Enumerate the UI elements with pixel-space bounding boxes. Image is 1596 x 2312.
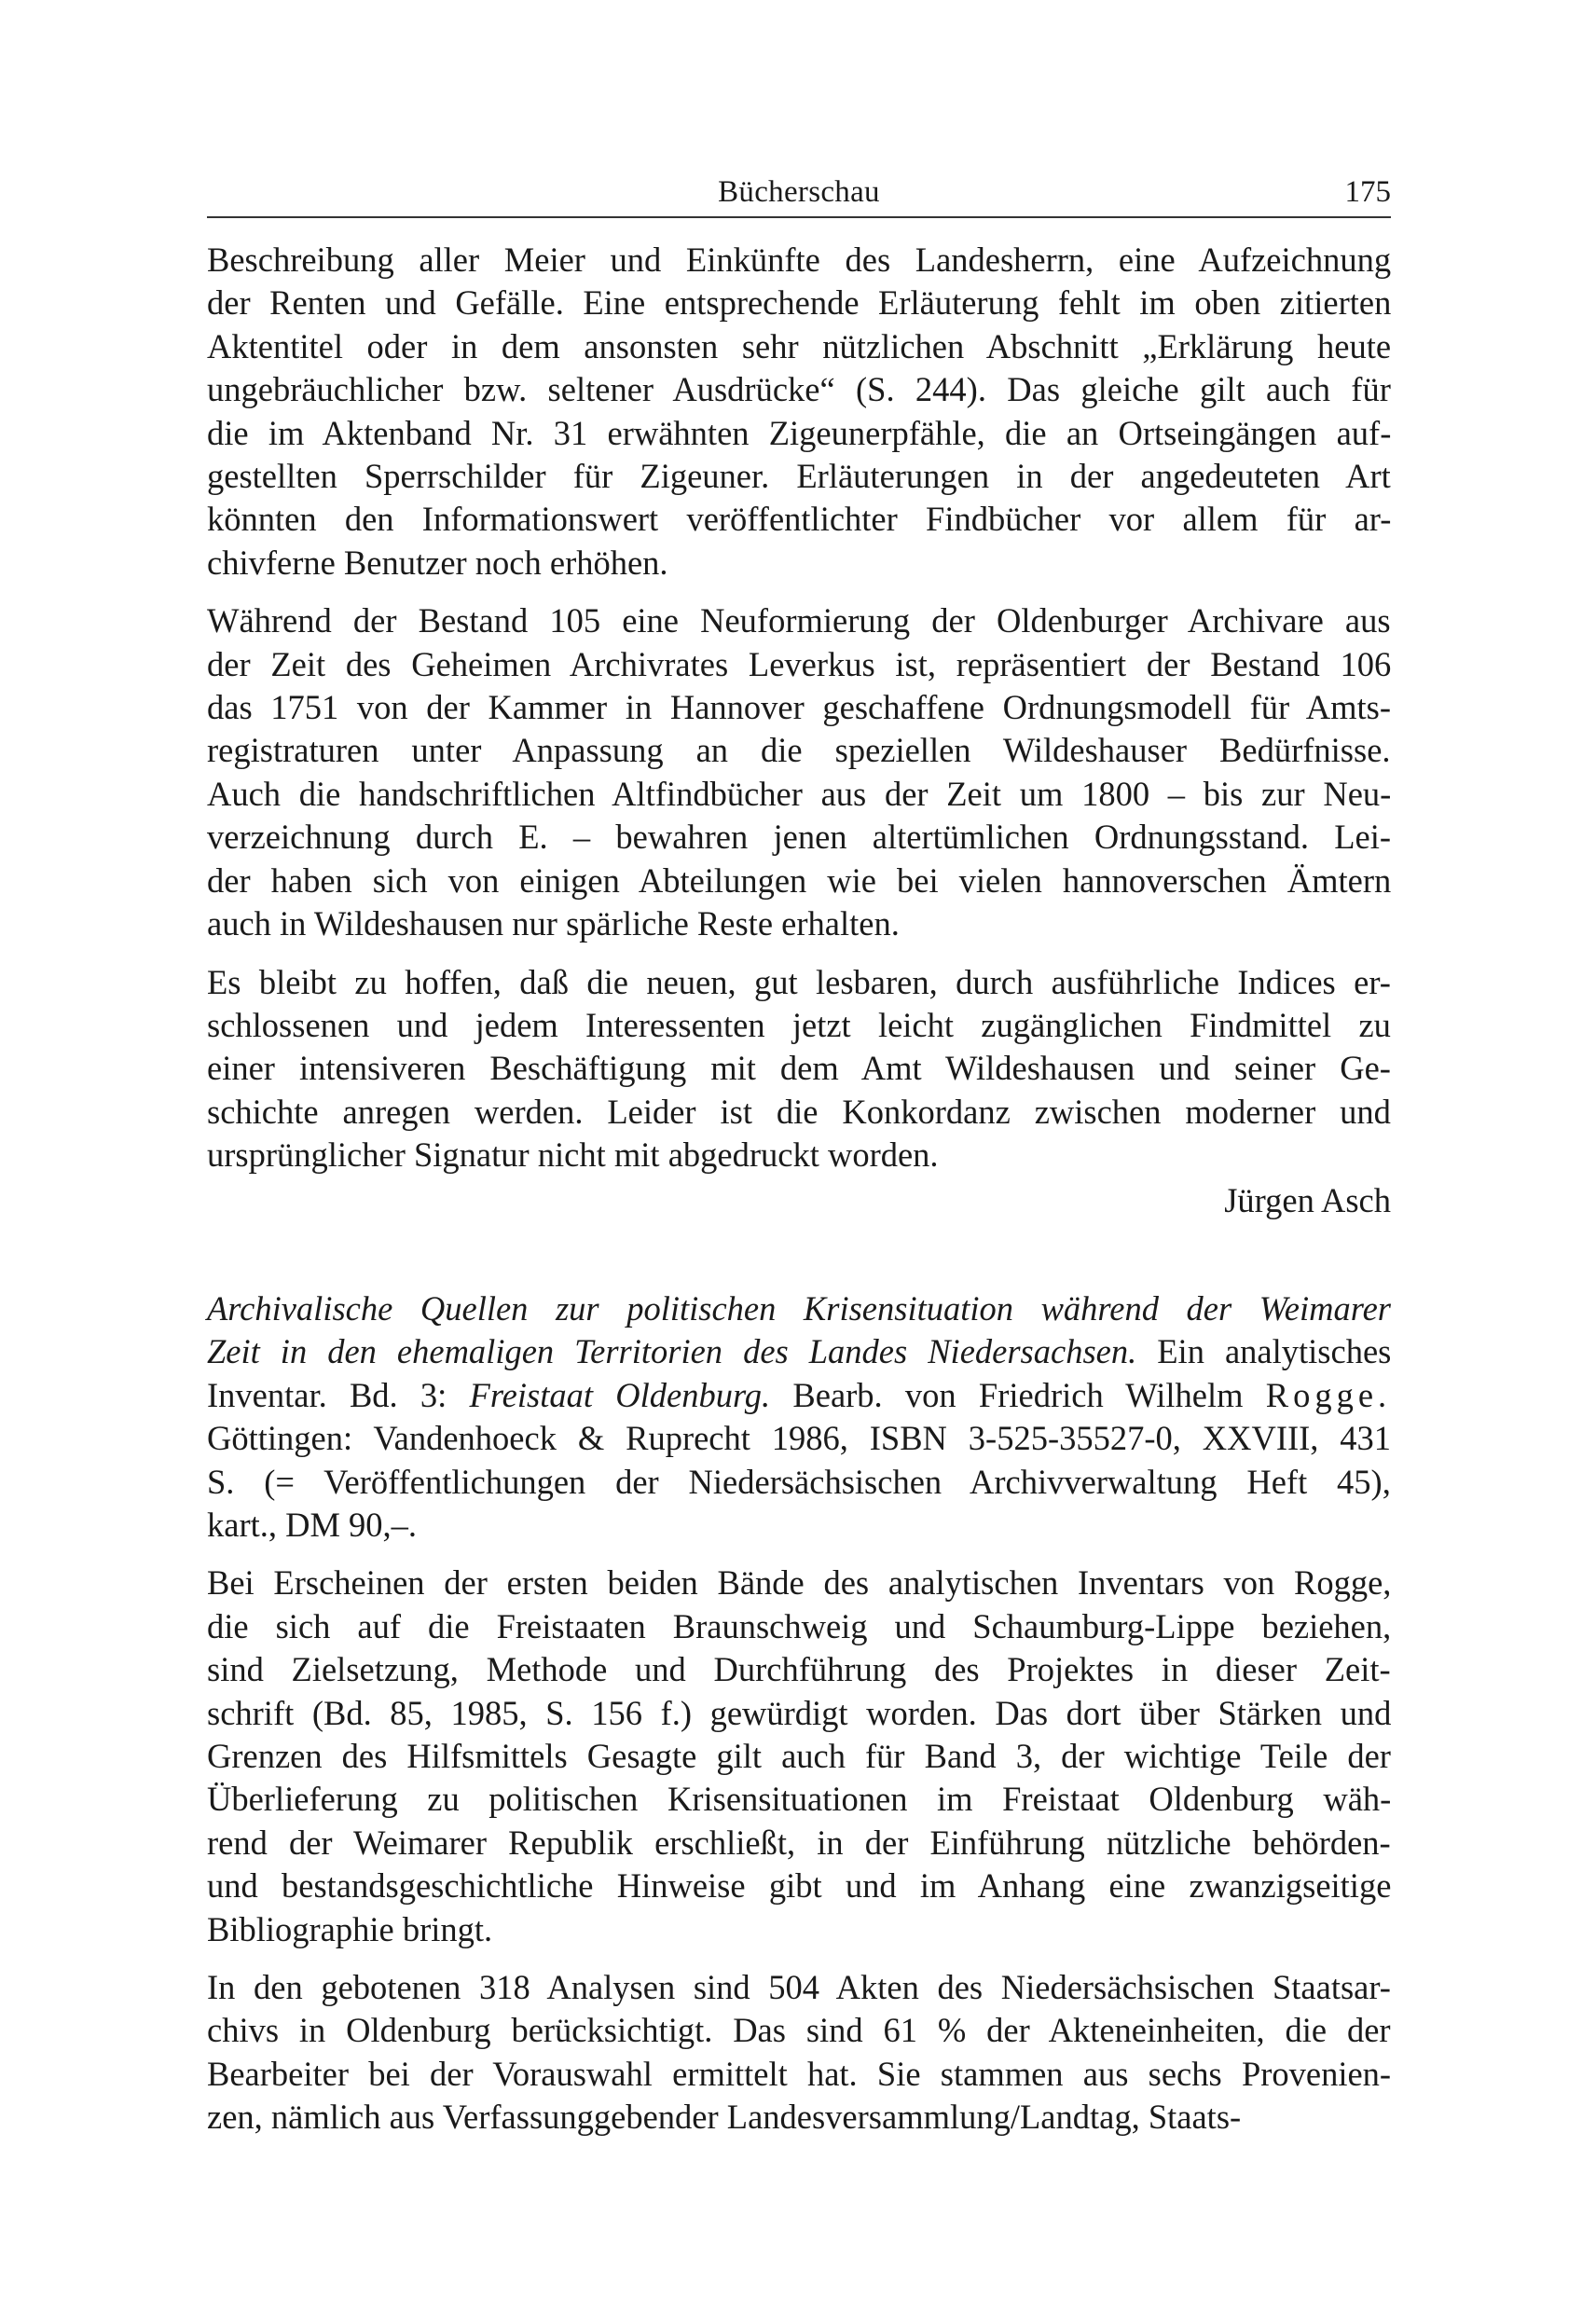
text-line: Grenzen des Hilfsmittels Gesagte gilt auch für Band 3, der wichtige Teile der (207, 1737, 1391, 1775)
review-subtitle-part: Ein analytisches (1136, 1332, 1392, 1371)
text-line: chivferne Benutzer noch erhöhen. (207, 543, 668, 582)
document-page (207, 172, 1391, 2154)
text-line: verzeichnung durch E. – bewahren jenen altertümlichen Ordnungsstand. Lei- (207, 818, 1392, 857)
running-title: Bücherschau (718, 175, 880, 209)
text-line: ungebräuchlicher bzw. seltener Ausdrücke“ (S. 244). Das gleiche gilt auch für (207, 370, 1391, 409)
text-line: rend der Weimarer Republik erschließt, in der Einführung nützliche behörden- (207, 1823, 1391, 1862)
text-line: sind Zielsetzung, Methode und Durchführung des Projektes in dieser Zeit- (207, 1650, 1391, 1689)
running-header (207, 172, 1391, 218)
reviewer-signature: Jürgen Asch (1224, 1180, 1391, 1219)
text-line: Bei Erscheinen der ersten beiden Bände des analytischen Inventars von Rogge, (207, 1563, 1392, 1603)
text-line: registraturen unter Anpassung an die speziellen Wildeshauser Bedürfnisse. (207, 731, 1391, 770)
review-title-line (207, 1330, 1391, 1373)
review-paragraph-2 (207, 1966, 1391, 2140)
review-bibliographic-heading (207, 1287, 1391, 1547)
text-line: schichte anregen werden. Leider ist die Konkordanz zwischen moderner und (207, 1092, 1391, 1131)
text-line: die im Aktenband Nr. 31 erwähnten Zigeunerpfähle, die an Ortseingängen auf- (207, 413, 1392, 452)
review-volume-label: Inventar. Bd. 3: (207, 1375, 470, 1414)
text-line: der Zeit des Geheimen Archivrates Leverkus ist, repräsentiert der Bestand 106 (207, 644, 1392, 683)
text-line: zen, nämlich aus Verfassunggebender Landesversammlung/Landtag, Staats- (207, 2098, 1242, 2137)
text-line: der Renten und Gefälle. Eine entsprechende Erläuterung fehlt im oben zitierten (207, 283, 1392, 323)
paragraph-3 (207, 961, 1391, 1177)
text-line: schrift (Bd. 85, 1985, S. 156 f.) gewürdigt worden. Das dort über Stärken und (207, 1693, 1392, 1732)
review-series-line: S. (= Veröffentlichungen der Niedersächsischen Archivverwaltung Heft 45), (207, 1462, 1391, 1501)
text-line: Beschreibung aller Meier und Einkünfte des Landesherrn, eine Aufzeichnung (207, 241, 1392, 279)
page-number: 175 (1344, 175, 1391, 209)
text-line: Während der Bestand 105 eine Neuformierung der Oldenburger Archivare aus (207, 601, 1391, 640)
body-text (207, 239, 1391, 2140)
text-line: Überlieferung zu politischen Krisensituationen im Freistaat Oldenburg wäh- (207, 1780, 1392, 1819)
text-line: Es bleibt zu hoffen, daß die neuen, gut lesbaren, durch ausführliche Indices er- (207, 962, 1391, 1001)
review-title-line: Archivalische Quellen zur politischen Krisensituation während der Weimarer (207, 1288, 1392, 1328)
text-line: die sich auf die Freistaaten Braunschweig und Schaumburg-Lippe beziehen, (207, 1606, 1392, 1645)
text-line: schlossenen und jedem Interessenten jetzt leicht zugänglichen Findmittel zu (207, 1005, 1391, 1044)
paragraph-1 (207, 239, 1391, 585)
text-line: und bestandsgeschichtliche Hinweise gibt und im Anhang eine zwanzigseitige (207, 1866, 1392, 1906)
paragraph-2 (207, 599, 1391, 945)
review-editor-label: Bearb. von Friedrich Wilhelm (770, 1375, 1266, 1414)
text-line: Aktentitel oder in dem ansonsten sehr nützlichen Abschnitt „Erklärung heute (207, 326, 1392, 365)
review-title-line (207, 1374, 1391, 1417)
text-line: auch in Wildeshausen nur spärliche Reste erhalten. (207, 904, 900, 943)
text-line: chivs in Oldenburg berücksichtigt. Das sind 61 % der Akteneinheiten, die der (207, 2011, 1391, 2050)
text-line: In den gebotenen 318 Analysen sind 504 Akten des Niedersächsischen Staatsar- (207, 1968, 1391, 2007)
text-line: das 1751 von der Kammer in Hannover geschaffene Ordnungsmodell für Amts- (207, 688, 1392, 727)
review-price-line: kart., DM 90,–. (207, 1505, 418, 1544)
text-line: gestellten Sperrschilder für Zigeuner. Erläuterungen in der angedeuteten Art (207, 457, 1391, 496)
review-title-part: Zeit in den ehemaligen Territorien des Landes Niedersachsen. (207, 1332, 1137, 1371)
text-line: ursprünglicher Signatur nicht mit abgedruckt worden. (207, 1135, 939, 1175)
review-editor-name: Rogge. (1265, 1375, 1392, 1414)
review-publisher-line: Göttingen: Vandenhoeck & Ruprecht 1986, ISBN 3-525-35527-0, XXVIII, 431 (207, 1419, 1392, 1458)
text-line: Bibliographie bringt. (207, 1909, 493, 1948)
text-line: einer intensiveren Beschäftigung mit dem Amt Wildeshausen und seiner Ge- (207, 1049, 1391, 1088)
text-line: der haben sich von einigen Abteilungen wie bei vielen hannoverschen Ämtern (207, 860, 1392, 900)
text-line: Bearbeiter bei der Vorauswahl ermittelt hat. Sie stammen aus sechs Provenien- (207, 2054, 1392, 2093)
review-volume-title: Freistaat Oldenburg. (469, 1375, 771, 1414)
text-line: Auch die handschriftlichen Altfindbücher aus der Zeit um 1800 – bis zur Neu- (207, 774, 1392, 813)
text-line: könnten den Informationswert veröffentlichter Findbücher vor allem für ar- (207, 500, 1392, 539)
review-paragraph-1 (207, 1562, 1391, 1951)
